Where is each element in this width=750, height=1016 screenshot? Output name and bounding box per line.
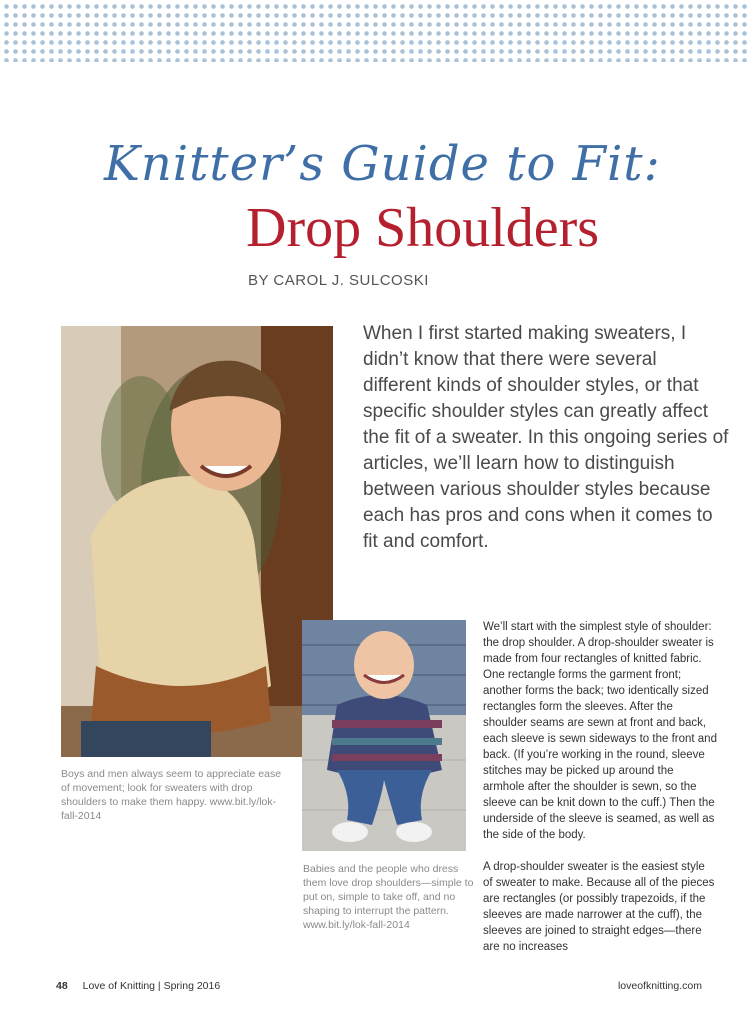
page-number: 48 (56, 980, 68, 992)
title-script: Knitter’s Guide to Fit: (104, 136, 661, 192)
dotted-header-pattern (0, 0, 750, 62)
publication-name: Love of Knitting (82, 980, 155, 992)
caption-boy: Boys and men always seem to appreciate ease of movement; look for sweaters with drop shoulders to make them happy. www.bit.ly/lok-fall-2014 (61, 768, 282, 822)
footer-separator: | (157, 980, 164, 992)
body-paragraph-2: A drop-shoulder sweater is the easiest style of sweater to make. Because all of the pieces are rectangles (or possibly trapezoids, if the sleeves are made narrower at the cuff), the sleeves are joined to straight edges—there are no increases (483, 861, 715, 953)
photo-baby-in-sweater (302, 620, 466, 851)
photo-boy-in-sweater (61, 326, 333, 757)
byline: BY CAROL J. SULCOSKI (248, 272, 429, 289)
website-url: loveofknitting.com (617, 980, 702, 992)
caption-baby: Babies and the people who dress them love drop shoulders—simple to put on, simple to take off, and no shaping to interrupt the pattern. www.bit.ly/lok-fall-2014 (303, 863, 474, 931)
baby-photo-illustration (302, 620, 466, 851)
body-column (483, 619, 717, 971)
intro-text: When I first started making sweaters, I didn’t know that there were several different kinds of shoulder styles, or that specific shoulder styles can greatly affect the fit of a sweater. In this ongoing series of articles, we’ll learn how to distinguish between various shoulder styles because each has pros and cons when it comes to fit and comfort. (363, 323, 729, 552)
issue-date: Spring 2016 (163, 980, 221, 992)
page-footer (56, 980, 706, 992)
page-title: Drop Shoulders (246, 197, 600, 259)
intro-paragraph (363, 321, 729, 555)
boy-photo-illustration (61, 326, 333, 757)
body-paragraph-1: We’ll start with the simplest style of shoulder: the drop shoulder. A drop-shoulder sweater is made from four rectangles of knitted fabric. One rectangle forms the garment front; another forms the back; two identically sized rectangles form the sleeves. After the shoulder seams are sewn at front and back, each sleeve is sewn sideways to the front and back. (If you’re working in the round, sleeve stitches may be picked up around the armhole after the shoulder is sewn, so the sleeve can be knit down to the cuff.) Then the underside of the sleeve is seamed, as well as the side of the body. (483, 621, 717, 841)
